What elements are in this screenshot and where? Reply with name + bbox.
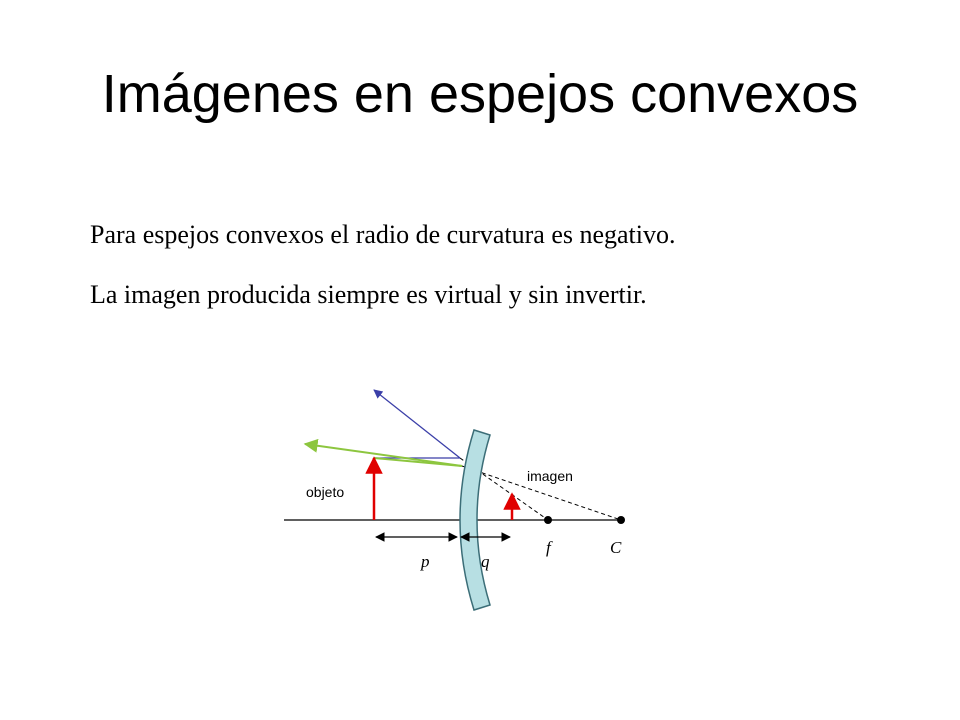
reflected-ray-green <box>305 444 462 466</box>
center-label: C <box>610 538 622 557</box>
reflected-ray-blue <box>374 390 460 458</box>
focal-point-dot <box>544 516 552 524</box>
q-label: q <box>481 552 490 571</box>
focal-label: f <box>546 538 551 557</box>
p-label: p <box>421 552 430 571</box>
object-label: objeto <box>306 484 345 500</box>
image-label: imagen <box>527 468 573 484</box>
center-of-curvature-dot <box>617 516 625 524</box>
slide-title: Imágenes en espejos convexos <box>101 64 859 124</box>
statement-image-virtual: La imagen producida siempre es virtual y sin invertir. <box>90 280 647 309</box>
statement-radius-negative: Para espejos convexos el radio de curvatura es negativo. <box>90 220 676 249</box>
